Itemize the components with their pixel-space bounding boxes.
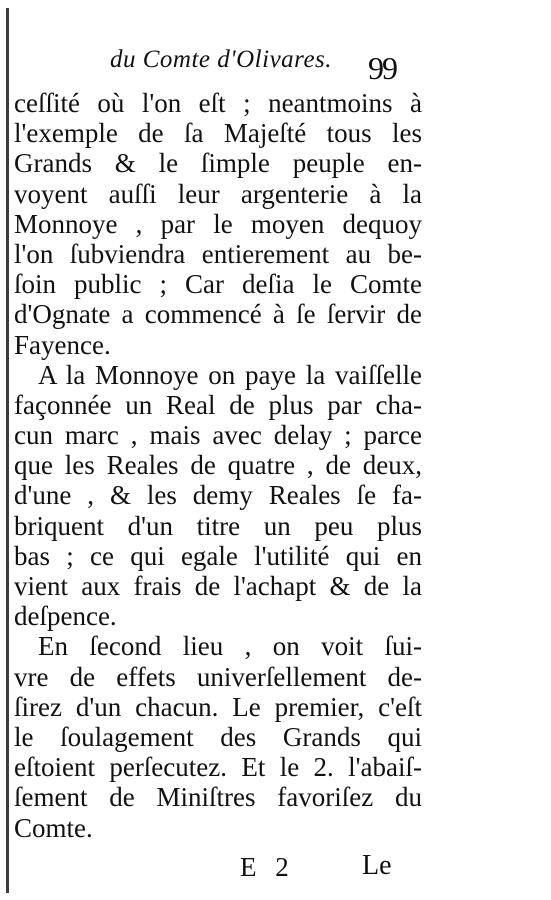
- text-line: que les Reales de quatre , de deux,: [14, 450, 422, 481]
- text-line: Monnoye , par le moyen dequoy: [14, 208, 422, 239]
- text-line: l'on ſubviendra entierement au be-: [14, 238, 422, 269]
- text-line: eſtoient perſecutez. Et le 2. l'abaiſ-: [14, 752, 422, 783]
- catchword: Le: [362, 850, 392, 881]
- paragraph-start-line: En ſecond lieu , on voit ſui-: [38, 631, 422, 662]
- text-line: deſpence.: [14, 601, 117, 632]
- text-line: Comte.: [14, 812, 93, 843]
- text-line: l'exemple de ſa Majeſté tous les: [14, 118, 422, 149]
- text-line: d'Ognate a commencé à ſe ſervir de: [14, 299, 422, 330]
- text-line: vient aux frais de l'achapt & de la: [14, 571, 422, 601]
- text-line: vre de effets univerſellement de-: [14, 661, 422, 692]
- text-body: [14, 88, 422, 843]
- text-line: Grands & le ſimple peuple en-: [14, 148, 422, 179]
- text-line: bas ; ce qui egale l'utilité qui en: [14, 540, 422, 571]
- signature-mark: E 2: [240, 852, 295, 882]
- text-line: d'une , & les demy Reales ſe fa-: [14, 480, 422, 511]
- page-number: 99: [368, 50, 396, 86]
- text-line: voyent auſſi leur argenterie à la: [14, 178, 422, 209]
- text-line: ceſſité où l'on eſt ; neantmoins à: [14, 88, 422, 118]
- text-line: cun marc , mais avec delay ; parce: [14, 420, 422, 451]
- text-line: ſement de Miniſtres favoriſez du: [14, 782, 422, 813]
- text-line: ſirez d'un chacun. Le premier, c'eſt: [14, 691, 422, 722]
- text-line: ſoin public ; Car deſia le Comte: [14, 269, 422, 300]
- paragraph-start-line: A la Monnoye on paye la vaiſſelle: [38, 359, 422, 390]
- gutter-shadow: [6, 8, 9, 893]
- text-line: briquent d'un titre un peu plus: [14, 510, 422, 541]
- text-line: façonnée un Real de plus par cha-: [14, 389, 422, 420]
- text-line: le ſoulagement des Grands qui: [14, 721, 422, 752]
- running-title: du Comte d'Olivares.: [110, 46, 333, 73]
- text-line: Fayence.: [14, 329, 111, 360]
